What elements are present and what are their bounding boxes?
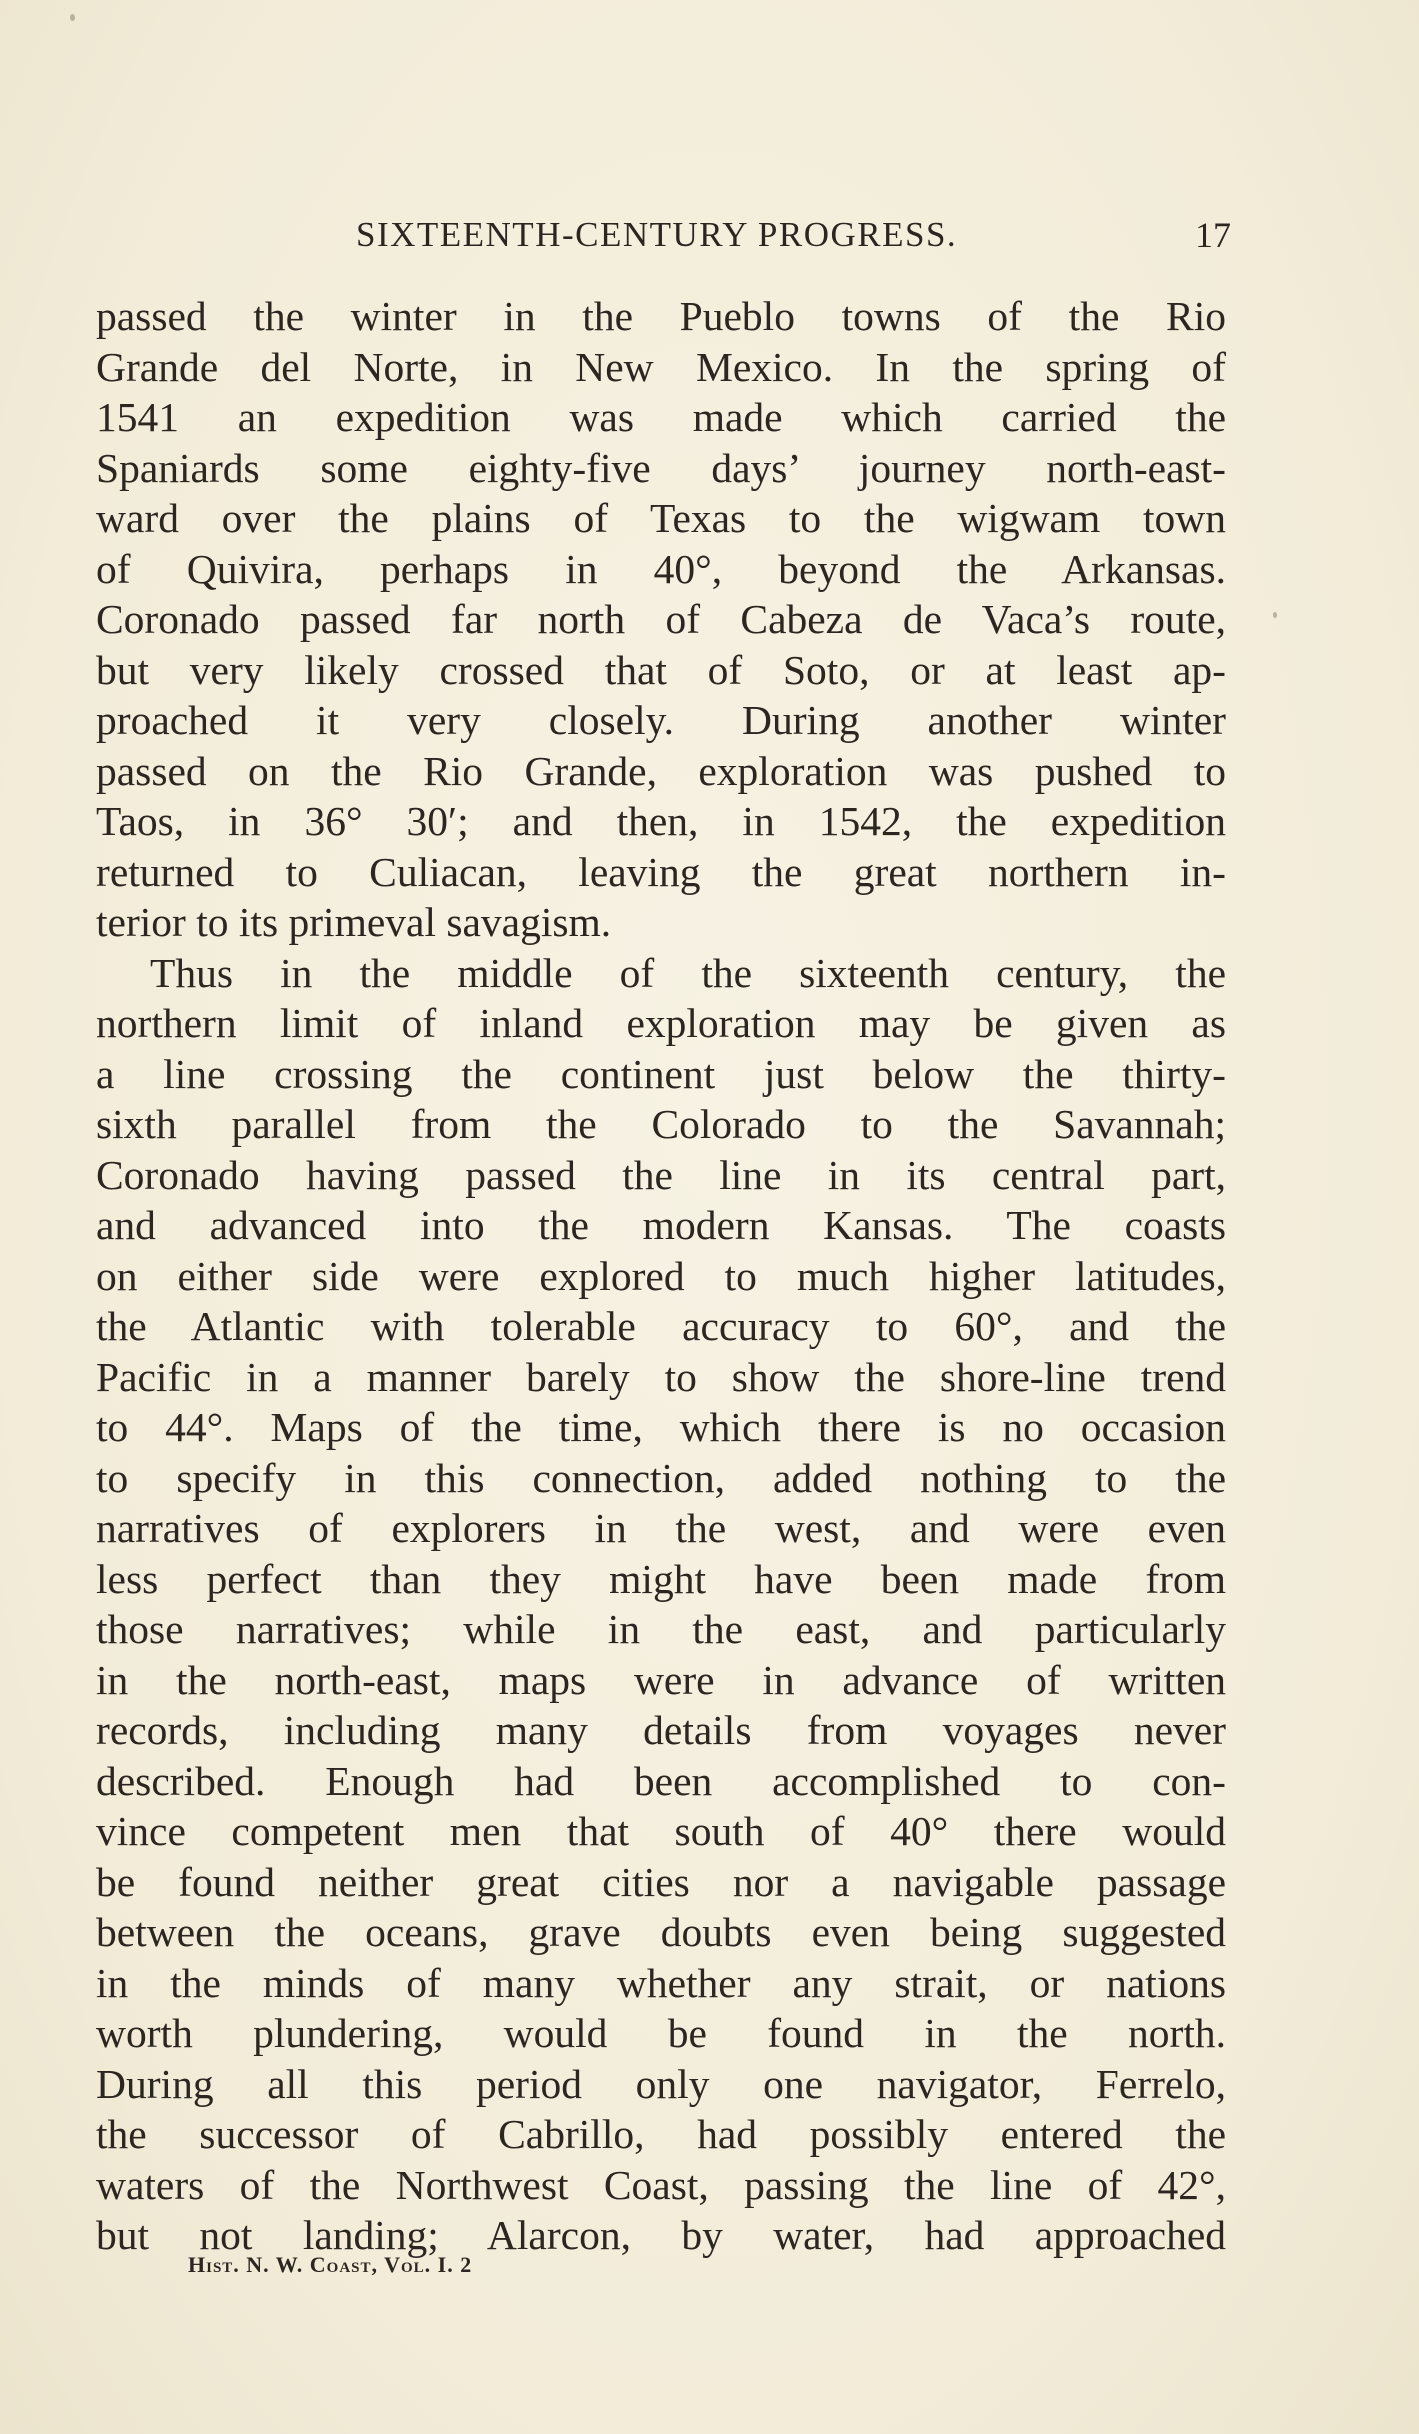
text-line: During all this period only one navigator, Ferrelo, — [96, 2060, 1226, 2107]
text-line: in the minds of many whether any strait, or nations — [96, 1959, 1226, 2006]
text-line: on either side were explored to much higher latitudes, — [96, 1252, 1226, 1299]
text-line: described. Enough had been accomplished to con- — [96, 1757, 1226, 1804]
text-line: sixth parallel from the Colorado to the Savannah; — [96, 1101, 1226, 1147]
text-line: Coronado passed far north of Cabeza de Vaca’s route, — [96, 596, 1226, 642]
text-line: worth plundering, would be found in the north. — [96, 2010, 1226, 2056]
text-line: Grande del Norte, in New Mexico. In the spring of — [96, 343, 1226, 390]
text-line: Taos, in 36° 30′; and then, in 1542, the expedition — [96, 798, 1226, 844]
text-line: terior to its primeval savagism. — [96, 899, 612, 945]
text-line: to specify in this connection, added nothing to the — [96, 1454, 1226, 1501]
text-line: and advanced into the modern Kansas. The coasts — [96, 1202, 1226, 1248]
text-line: narratives of explorers in the west, and were even — [96, 1505, 1226, 1551]
text-line: proached it very closely. During another winter — [96, 697, 1226, 743]
text-line: but very likely crossed that of Soto, or at least ap- — [96, 646, 1226, 693]
text-line: records, including many details from voyages never — [96, 1707, 1226, 1753]
signature-mark: Hist. N. W. Coast, Vol. I. 2 — [188, 2252, 473, 2277]
page-number: 17 — [1195, 215, 1231, 255]
text-line: passed on the Rio Grande, exploration was pushed to — [96, 747, 1226, 794]
text-line: a line crossing the continent just below the thirty- — [96, 1050, 1226, 1097]
body-text — [96, 291, 1226, 2261]
paper-speck — [70, 14, 75, 21]
text-line: be found neither great cities nor a navigable passage — [96, 1858, 1226, 1905]
text-line: those narratives; while in the east, and particularly — [96, 1606, 1226, 1652]
text-line: less perfect than they might have been made from — [96, 1555, 1226, 1602]
text-line: the successor of Cabrillo, had possibly entered the — [96, 2111, 1226, 2157]
running-title: SIXTEENTH-CENTURY PROGRESS. — [356, 215, 958, 254]
paper-speck — [1273, 612, 1277, 618]
text-line: Thus in the middle of the sixteenth century, the — [150, 949, 1226, 996]
text-line: 1541 an expedition was made which carried the — [96, 394, 1226, 440]
text-line: to 44°. Maps of the time, which there is no occasion — [96, 1404, 1226, 1450]
running-header — [356, 210, 1231, 260]
text-line: vince competent men that south of 40° there would — [96, 1808, 1226, 1854]
text-line: returned to Culiacan, leaving the great northern in- — [96, 848, 1226, 895]
text-line: the Atlantic with tolerable accuracy to 60°, and the — [96, 1303, 1226, 1349]
text-line: between the oceans, grave doubts even being suggested — [96, 1909, 1226, 1955]
text-line: Pacific in a manner barely to show the shore-line trend — [96, 1353, 1226, 1400]
text-line: passed the winter in the Pueblo towns of the Rio — [96, 293, 1226, 339]
text-line: northern limit of inland exploration may be given as — [96, 1000, 1226, 1046]
text-line: in the north-east, maps were in advance of written — [96, 1656, 1226, 1703]
text-line: Coronado having passed the line in its central part, — [96, 1151, 1226, 1198]
text-line: of Quivira, perhaps in 40°, beyond the Arkansas. — [96, 545, 1226, 592]
text-line: Spaniards some eighty-five days’ journey north-east- — [96, 444, 1226, 491]
text-line: but not landing; Alarcon, by water, had approached — [96, 2212, 1226, 2258]
text-line: waters of the Northwest Coast, passing the line of 42°, — [96, 2161, 1226, 2208]
text-line: ward over the plains of Texas to the wigwam town — [96, 495, 1226, 541]
